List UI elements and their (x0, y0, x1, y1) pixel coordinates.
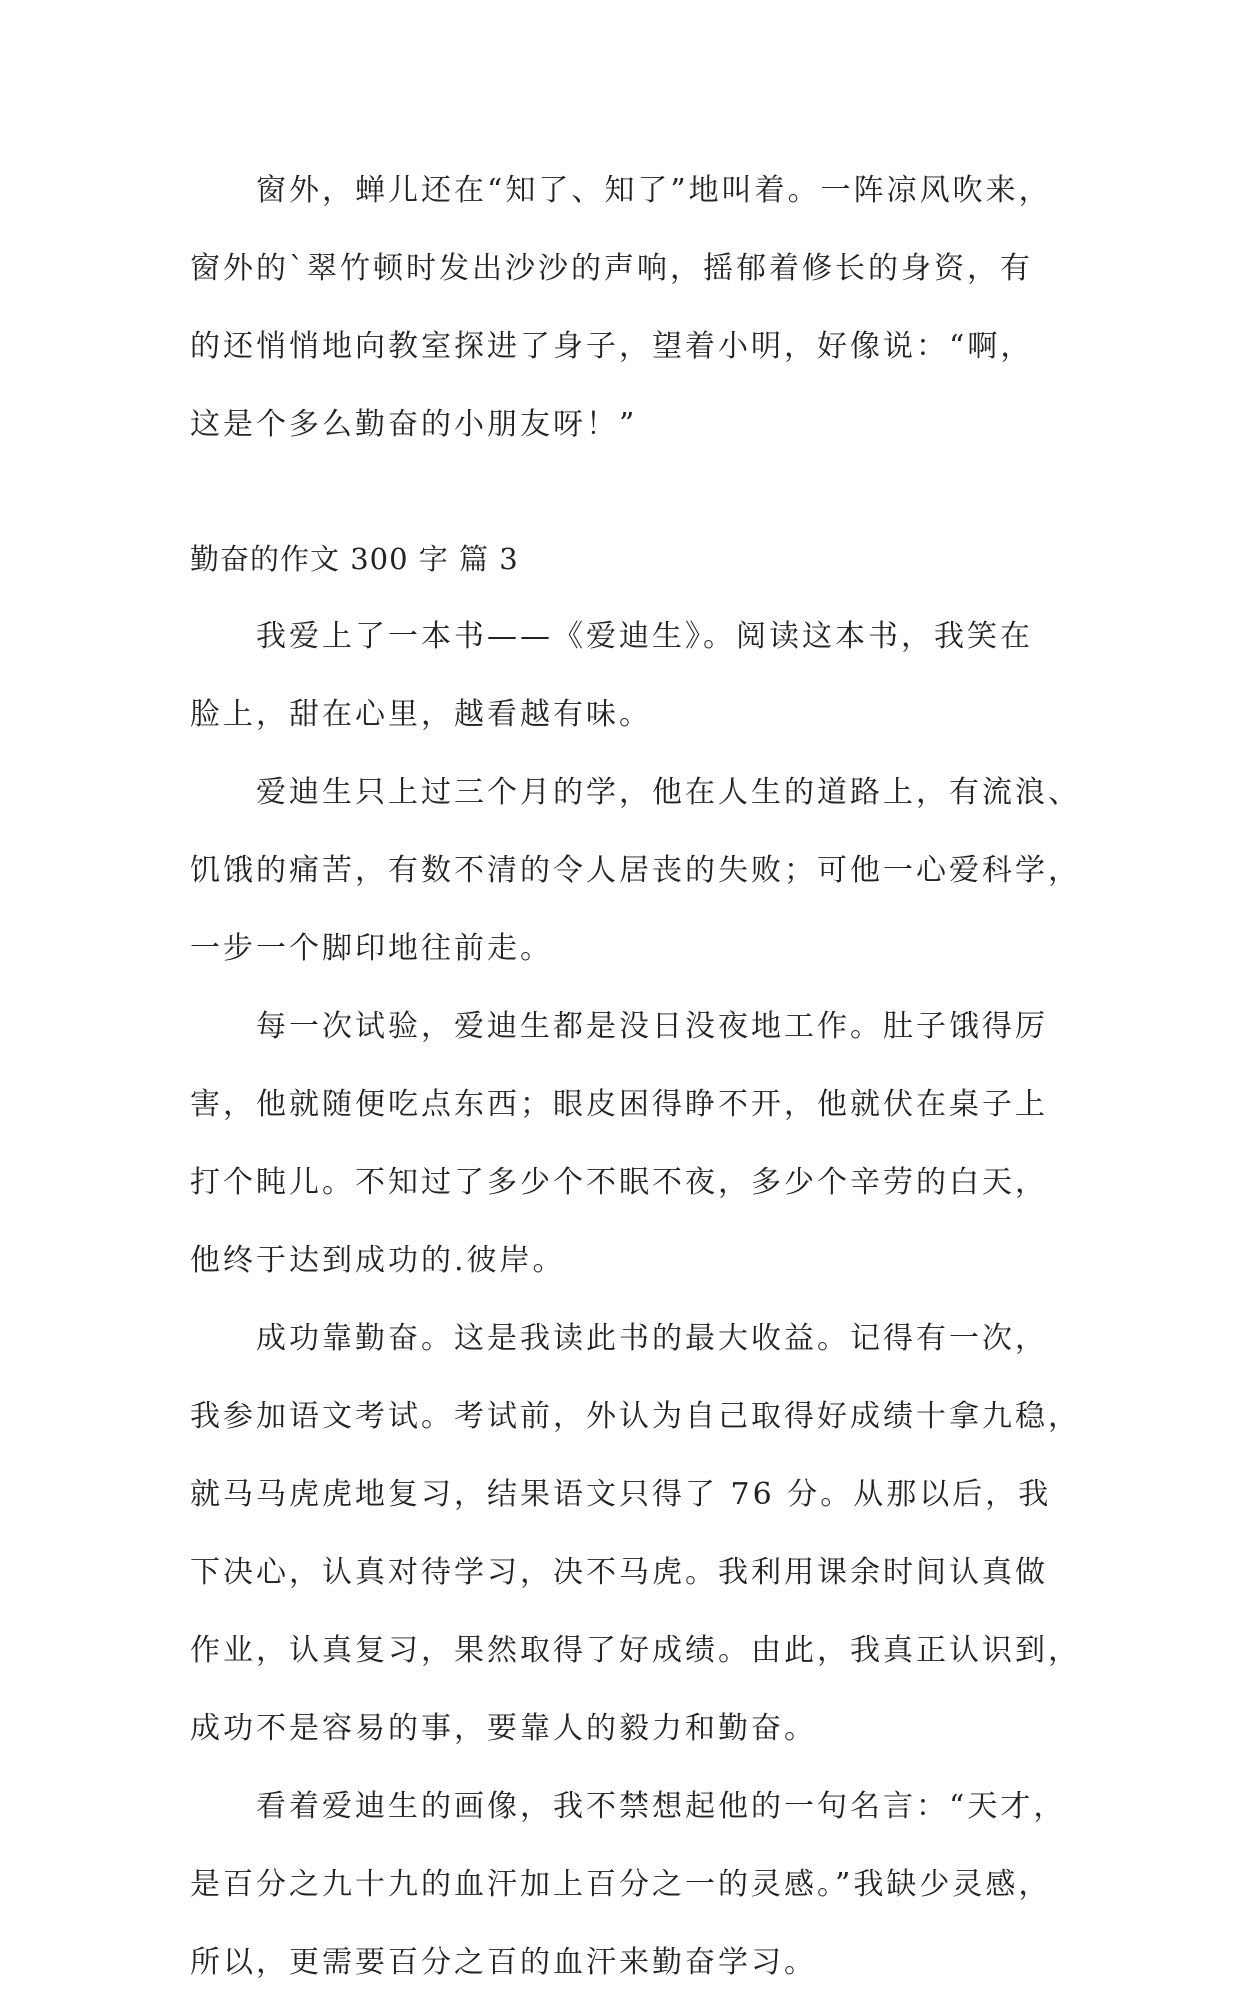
paragraph-line: 成功靠勤奋。这是我读此书的最大收益。记得有一次， (256, 1321, 1048, 1356)
paragraph-line: 就马马虎虎地复习，结果语文只得了 76 分。从那以后，我 (190, 1477, 1052, 1512)
paragraph-line: 一步一个脚印地往前走。 (190, 931, 553, 966)
paragraph-edison-experiments (190, 988, 1070, 1300)
paragraph-line: 这是个多么勤奋的小朋友呀！” (190, 407, 638, 442)
paragraph-line: 作业，认真复习，果然取得了好成绩。由此，我真正认识到， (190, 1633, 1081, 1668)
paragraph-line: 打个盹儿。不知过了多少个不眠不夜，多少个辛劳的白天， (190, 1165, 1048, 1200)
paragraph-line: 害，他就随便吃点东西；眼皮困得睁不开，他就伏在桌子上 (190, 1087, 1048, 1122)
paragraph-line: 每一次试验，爱迪生都是没日没夜地工作。肚子饿得厉 (256, 1009, 1048, 1044)
paragraph-line: 他终于达到成功的.彼岸。 (190, 1243, 566, 1278)
paragraph-line: 的还悄悄地向教室探进了身子，望着小明，好像说：“啊， (190, 329, 1034, 364)
paragraph-line: 所以，更需要百分之百的血汗来勤奋学习。 (190, 1945, 817, 1980)
paragraph-line: 我爱上了一本书——《爱迪生》。阅读这本书，我笑在 (256, 619, 1033, 654)
paragraph-line: 爱迪生只上过三个月的学，他在人生的道路上，有流浪、 (256, 775, 1081, 810)
paragraph-line: 下决心，认真对待学习，决不马虎。我利用课余时间认真做 (190, 1555, 1048, 1590)
paragraph-line: 饥饿的痛苦，有数不清的令人居丧的失败；可他一心爱科学， (190, 853, 1081, 888)
paragraph-line: 成功不是容易的事，要靠人的毅力和勤奋。 (190, 1711, 817, 1746)
paragraph-line: 我参加语文考试。考试前，外认为自己取得好成绩十拿九稳， (190, 1399, 1081, 1434)
paragraph-line: 窗外，蝉儿还在“知了、知了”地叫着。一阵凉风吹来， (256, 173, 1052, 208)
paragraph-success-diligence (190, 1300, 1081, 1768)
paragraph-edison-book (190, 598, 1070, 754)
paragraph-edison-quote (190, 1768, 1070, 2002)
paragraph-edison-school (190, 754, 1081, 988)
section-heading: 勤奋的作文 300 字 篇 3 (190, 542, 519, 576)
section-heading-block (190, 520, 1070, 598)
paragraph-line: 窗外的`翠竹顿时发出沙沙的声响，摇郁着修长的身资，有 (190, 251, 1033, 286)
paragraph-line: 看着爱迪生的画像，我不禁想起他的一句名言：“天才， (256, 1789, 1067, 1824)
paragraph-window-cicadas (190, 152, 1070, 464)
paragraph-line: 脸上，甜在心里，越看越有味。 (190, 697, 652, 732)
paragraph-line: 是百分之九十九的血汗加上百分之一的灵感。”我缺少灵感， (190, 1867, 1052, 1902)
